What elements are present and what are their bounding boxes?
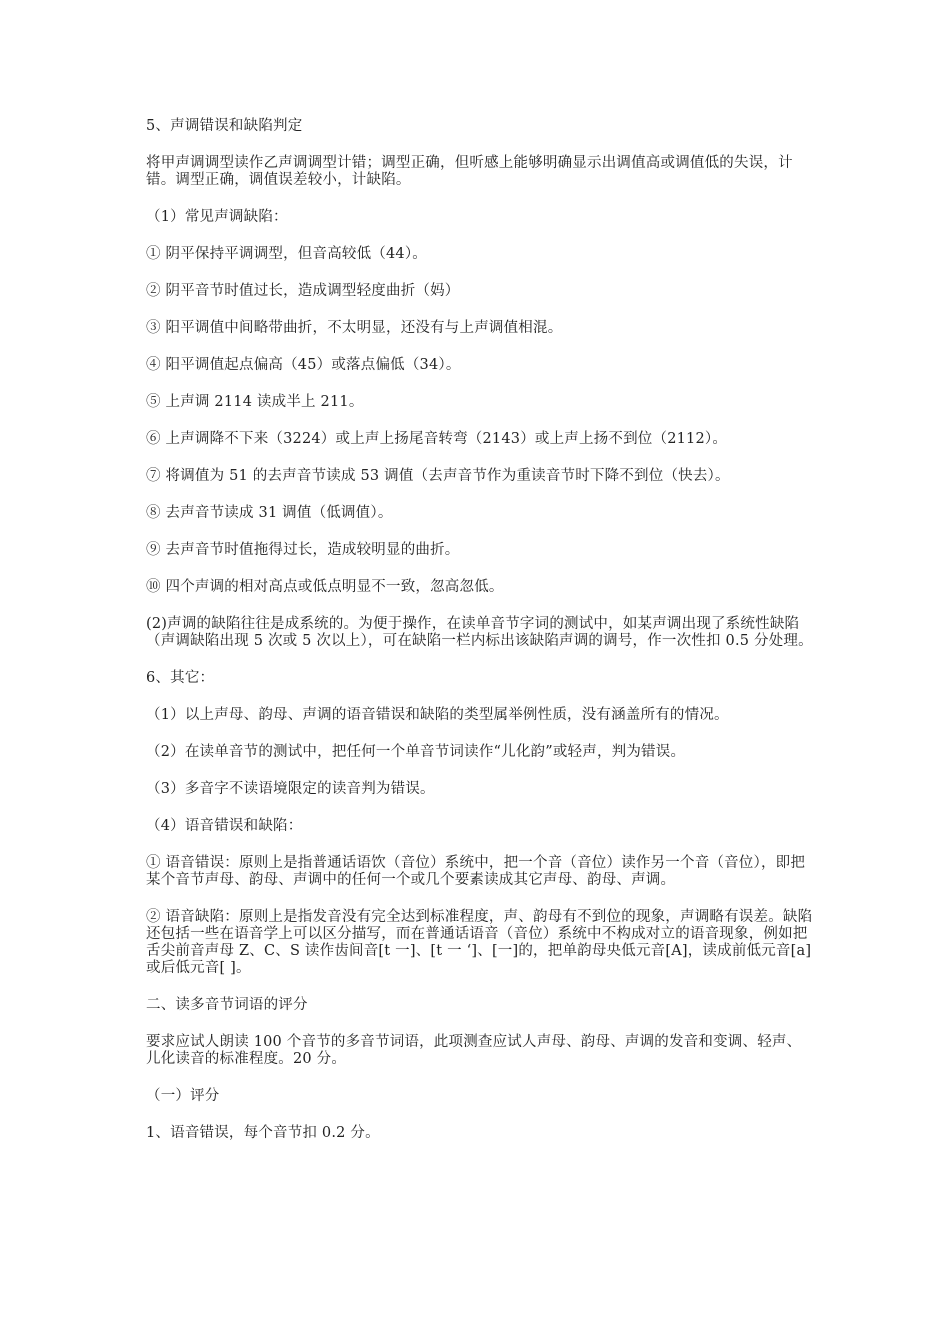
paragraph-tone-rule: 将甲声调调型读作乙声调调型计错；调型正确，但听感上能够明确显示出调值高或调值低的失误，计错。调型正确，调值误差较小，计缺陷。 <box>146 155 793 188</box>
document-body <box>146 118 814 1162</box>
subheading-common-tone-defects: （1）常见声调缺陷： <box>146 209 288 225</box>
list-item-other-2: （2）在读单音节的测试中，把任何一个单音节词读作“儿化韵”或轻声，判为错误。 <box>146 744 686 760</box>
list-item-defect-6: ⑥ 上声调降不下来（3224）或上声上扬尾音转弯（2143）或上声上扬不到位（2112）。 <box>146 431 728 447</box>
list-item-defect-5: ⑤ 上声调 2114 读成半上 211。 <box>146 394 364 410</box>
list-item-defect-2: ② 阴平音节时值过长，造成调型轻度曲折（妈） <box>146 283 460 299</box>
paragraph-systematic-defects: (2)声调的缺陷往往是成系统的。为便于操作，在读单音节字词的测试中，如某声调出现了系统性缺陷（声调缺陷出现 5 次或 5 次以上），可在缺陷一栏内标出该缺陷声调的调号，作一次性扣 0.5 分处理。 <box>146 616 813 649</box>
list-item-defect-3: ③ 阳平调值中间略带曲折，不太明显，还没有与上声调值相混。 <box>146 320 563 336</box>
subheading-scoring: （一）评分 <box>146 1088 220 1104</box>
list-item-defect-10: ⑩ 四个声调的相对高点或低点明显不一致，忽高忽低。 <box>146 579 504 595</box>
list-item-defect-4: ④ 阳平调值起点偏高（45）或落点偏低（34）。 <box>146 357 461 373</box>
list-item-defect-7: ⑦ 将调值为 51 的去声音节读成 53 调值（去声音节作为重读音节时下降不到位（快去）。 <box>146 468 730 484</box>
definition-pronunciation-error: ① 语音错误：原则上是指普通话语饮（音位）系统中，把一个音（音位）读作另一个音（音位），即把某个音节声母、韵母、声调中的任何一个或几个要素读成其它声母、韵母、声调。 <box>146 855 806 888</box>
paragraph-multisyllable-requirement: 要求应试人朗读 100 个音节的多音节词语，此项测查应试人声母、韵母、声调的发音和变调、轻声、儿化读音的标准程度。20 分。 <box>146 1034 802 1067</box>
list-item-defect-8: ⑧ 去声音节读成 31 调值（低调值）。 <box>146 505 393 521</box>
section-heading-other: 6、其它： <box>146 670 215 686</box>
list-item-defect-1: ① 阴平保持平调调型，但音高较低（44）。 <box>146 246 428 262</box>
list-item-scoring-1: 1、语音错误，每个音节扣 0.2 分。 <box>146 1125 380 1141</box>
list-item-other-1: （1）以上声母、韵母、声调的语音错误和缺陷的类型属举例性质，没有涵盖所有的情况。 <box>146 707 729 723</box>
list-item-other-4: （4）语音错误和缺陷： <box>146 818 303 834</box>
definition-pronunciation-defect: ② 语音缺陷：原则上是指发音没有完全达到标准程度，声、韵母有不到位的现象，声调略有误差。缺陷还包括一些在语音学上可以区分描写，而在普通话语音（音位）系统中不构成对立的语音现象，例如把舌尖前音声母 Z、C、S 读作齿间音[t 一]、[t 一 ‘]、[一]的，把单韵母央低元音[A]，读成前低元音[a]或后低元音[ ]。 <box>146 909 813 976</box>
list-item-defect-9: ⑨ 去声音节时值拖得过长，造成较明显的曲折。 <box>146 542 460 558</box>
section-heading-multisyllable-scoring: 二、读多音节词语的评分 <box>146 997 308 1013</box>
list-item-other-3: （3）多音字不读语境限定的读音判为错误。 <box>146 781 435 797</box>
section-heading-tone-errors: 5、声调错误和缺陷判定 <box>146 118 303 134</box>
